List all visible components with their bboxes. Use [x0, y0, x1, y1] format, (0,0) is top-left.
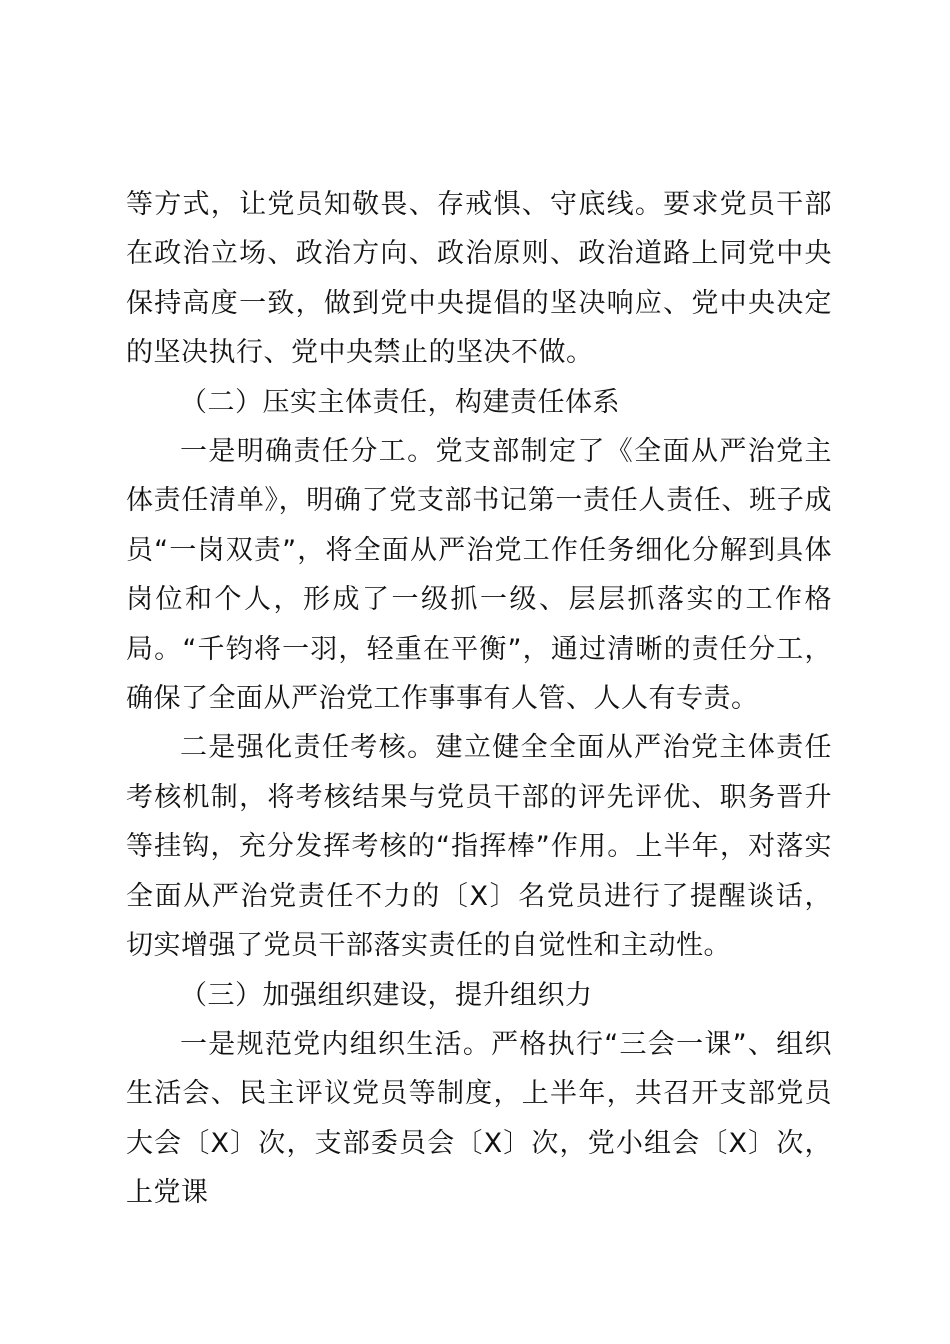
- paragraph-continuation: 等方式，让党员知敬畏、存戒惧、守底线。要求党员干部在政治立场、政治方向、政治原则、政治道路上同党中央保持高度一致，做到党中央提倡的坚决响应、党中央决定的坚决执行、党中央禁止的坚决不做。: [126, 189, 832, 369]
- section-heading-3: （三）加强组织建设，提升组织力: [180, 979, 593, 1011]
- paragraph-organization-life: 一是规范党内组织生活。严格执行“三会一课”、组织生活会、民主评议党员等制度，上半年，共召开支部党员大会〔X〕次，支部委员会〔X〕次，党小组会〔X〕次，上党课: [126, 1028, 832, 1209]
- paragraph-responsibility-division: 一是明确责任分工。党支部制定了《全面从严治党主体责任清单》，明确了党支部书记第一责任人责任、班子成员“一岗双责”，将全面从严治党工作任务细化分解到具体岗位和个人，形成了一级抓一级、层层抓落实的工作格局。“千钧将一羽，轻重在平衡”，通过清晰的责任分工，确保了全面从严治党工作事事有人管、人人有专责。: [126, 436, 832, 715]
- paragraph-responsibility-assessment: 二是强化责任考核。建立健全全面从严治党主体责任考核机制，将考核结果与党员干部的评先评优、职务晋升等挂钩，充分发挥考核的“指挥棒”作用。上半年，对落实全面从严治党责任不力的〔X〕名党员进行了提醒谈话，切实增强了党员干部落实责任的自觉性和主动性。: [126, 732, 832, 962]
- section-heading-2: （二）压实主体责任，构建责任体系: [180, 386, 620, 418]
- document-body: [126, 180, 832, 1218]
